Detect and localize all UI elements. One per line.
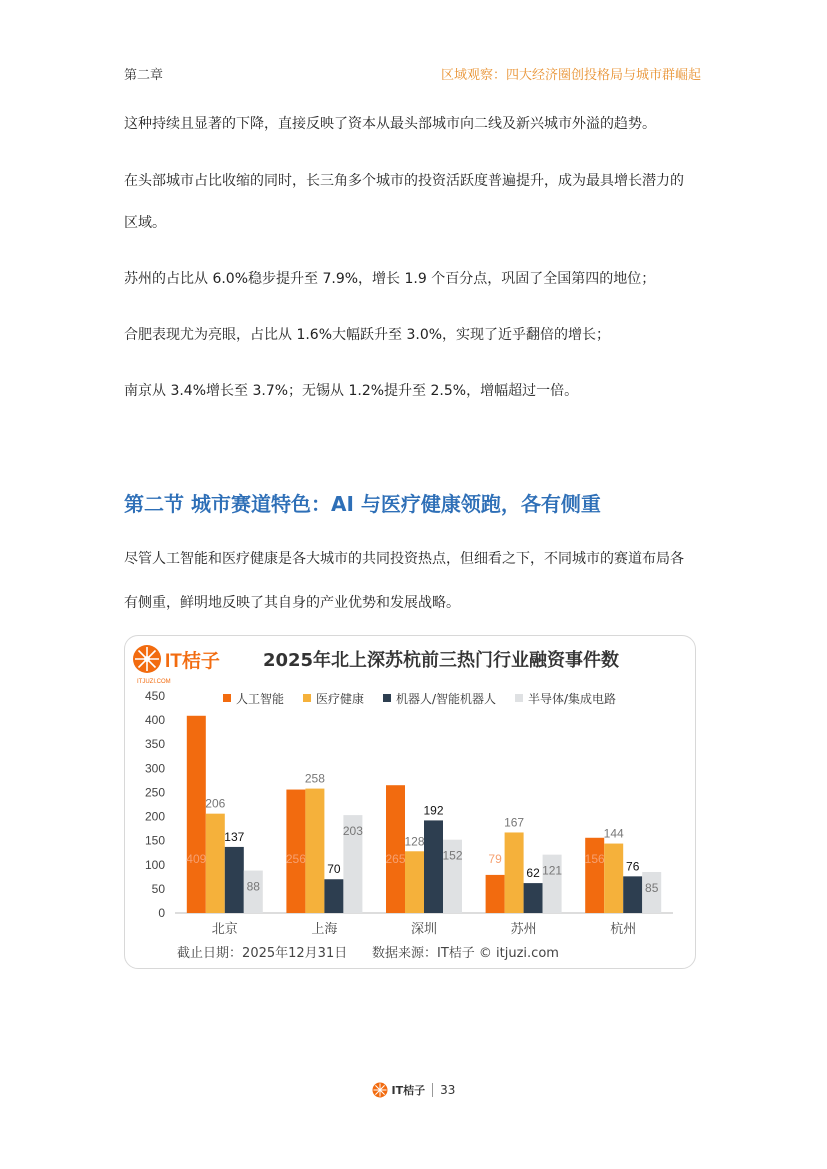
section-intro-line2: 有侧重，鲜明地反映了其自身的产业优势和发展战略。 bbox=[124, 595, 460, 611]
data-label: 167 bbox=[504, 815, 525, 830]
legend-label: 医疗健康 bbox=[316, 692, 365, 706]
data-label: 76 bbox=[626, 859, 640, 874]
bar bbox=[324, 879, 343, 913]
y-tick-label: 200 bbox=[144, 809, 165, 824]
data-label: 121 bbox=[542, 863, 563, 878]
footer-divider bbox=[432, 1083, 433, 1097]
bar bbox=[225, 847, 244, 913]
data-label: 85 bbox=[645, 881, 659, 896]
data-label: 258 bbox=[304, 771, 325, 786]
data-label: 79 bbox=[488, 852, 502, 866]
x-tick-label: 北京 bbox=[211, 922, 238, 937]
bar-chart bbox=[125, 636, 697, 970]
data-label: 203 bbox=[342, 824, 363, 839]
x-tick-label: 上海 bbox=[311, 922, 338, 937]
bar bbox=[623, 876, 642, 913]
paragraph-1: 这种持续且显著的下降，直接反映了资本从最头部城市向二线及新兴城市外溢的趋势。 bbox=[124, 116, 656, 132]
data-label: 256 bbox=[285, 852, 306, 866]
y-tick-label: 100 bbox=[144, 857, 165, 872]
paragraph-nanjing-wuxi: 南京从 3.4%增长至 3.7%；无锡从 1.2%提升至 2.5%，增幅超过一倍。 bbox=[124, 383, 579, 399]
logo-text: IT桔子 bbox=[165, 651, 220, 672]
paragraph-2-line2: 区域。 bbox=[124, 215, 166, 231]
page-footer bbox=[0, 1082, 827, 1102]
bar bbox=[524, 883, 543, 913]
data-label: 152 bbox=[442, 848, 463, 863]
bar bbox=[424, 820, 443, 913]
x-tick-label: 深圳 bbox=[410, 922, 438, 937]
bar bbox=[604, 844, 623, 913]
y-tick-label: 350 bbox=[144, 737, 165, 752]
legend-swatch bbox=[383, 694, 391, 702]
data-label: 137 bbox=[224, 829, 245, 844]
paragraph-suzhou: 苏州的占比从 6.0%稳步提升至 7.9%，增长 1.9 个百分点，巩固了全国第四的地位； bbox=[124, 271, 656, 287]
data-label: 206 bbox=[205, 796, 226, 811]
bar bbox=[386, 785, 405, 913]
paragraph-hefei: 合肥表现尤为亮眼，占比从 1.6%大幅跃升至 3.0%，实现了近乎翻倍的增长； bbox=[124, 327, 611, 343]
bar bbox=[305, 789, 324, 913]
chart-legend bbox=[223, 691, 616, 706]
legend-swatch bbox=[515, 694, 523, 702]
bar bbox=[206, 814, 225, 913]
data-label: 192 bbox=[423, 803, 444, 818]
x-tick-label: 苏州 bbox=[510, 922, 537, 937]
logo-subtext: ITJUZI.COM bbox=[137, 679, 171, 685]
chart-title: 2025年北上深苏杭前三热门行业融资事件数 bbox=[262, 650, 620, 671]
paragraph-2-line1: 在头部城市占比收缩的同时，长三角多个城市的投资活跃度普遍提升，成为最具增长潜力的 bbox=[124, 173, 684, 189]
y-tick-label: 400 bbox=[144, 713, 165, 728]
chapter-label: 第二章 bbox=[124, 68, 164, 83]
bar bbox=[505, 832, 524, 913]
data-label: 70 bbox=[327, 862, 341, 877]
y-tick-label: 50 bbox=[151, 881, 165, 896]
footer-logo-text: IT桔子 bbox=[391, 1084, 426, 1097]
bar bbox=[187, 716, 206, 913]
data-label: 265 bbox=[385, 852, 406, 866]
running-header-title: 区域观察：四大经济圈创投格局与城市群崛起 bbox=[440, 68, 701, 83]
data-label: 144 bbox=[603, 826, 624, 841]
chart-footnote: 截止日期：2025年12月31日 数据来源：IT桔子 © itjuzi.com bbox=[177, 946, 559, 961]
data-label: 156 bbox=[584, 852, 605, 866]
data-label: 88 bbox=[246, 879, 260, 894]
data-label: 128 bbox=[404, 834, 425, 849]
y-tick-label: 450 bbox=[144, 689, 165, 703]
chart-card bbox=[124, 635, 696, 969]
legend-label: 半导体/集成电路 bbox=[528, 692, 617, 706]
x-tick-label: 杭州 bbox=[610, 922, 637, 937]
section-heading: 第二节 城市赛道特色：AI 与医疗健康领跑，各有侧重 bbox=[124, 492, 601, 516]
legend-swatch bbox=[223, 694, 231, 702]
legend-label: 机器人/智能机器人 bbox=[396, 692, 497, 706]
y-tick-label: 250 bbox=[144, 785, 165, 800]
data-label: 62 bbox=[526, 866, 540, 881]
bar bbox=[486, 875, 505, 913]
bar bbox=[585, 838, 604, 913]
section-intro-line1: 尽管人工智能和医疗健康是各大城市的共同投资热点，但细看之下，不同城市的赛道布局各 bbox=[124, 551, 684, 567]
orange-logo-icon bbox=[372, 1082, 388, 1098]
data-label: 409 bbox=[186, 852, 207, 866]
chart-logo bbox=[133, 645, 220, 685]
y-tick-label: 150 bbox=[144, 833, 165, 848]
legend-label: 人工智能 bbox=[236, 692, 285, 706]
page-number: 33 bbox=[440, 1083, 456, 1097]
y-tick-label: 300 bbox=[144, 761, 165, 776]
y-tick-label: 0 bbox=[158, 906, 165, 920]
legend-swatch bbox=[303, 694, 311, 702]
bar bbox=[405, 851, 424, 913]
